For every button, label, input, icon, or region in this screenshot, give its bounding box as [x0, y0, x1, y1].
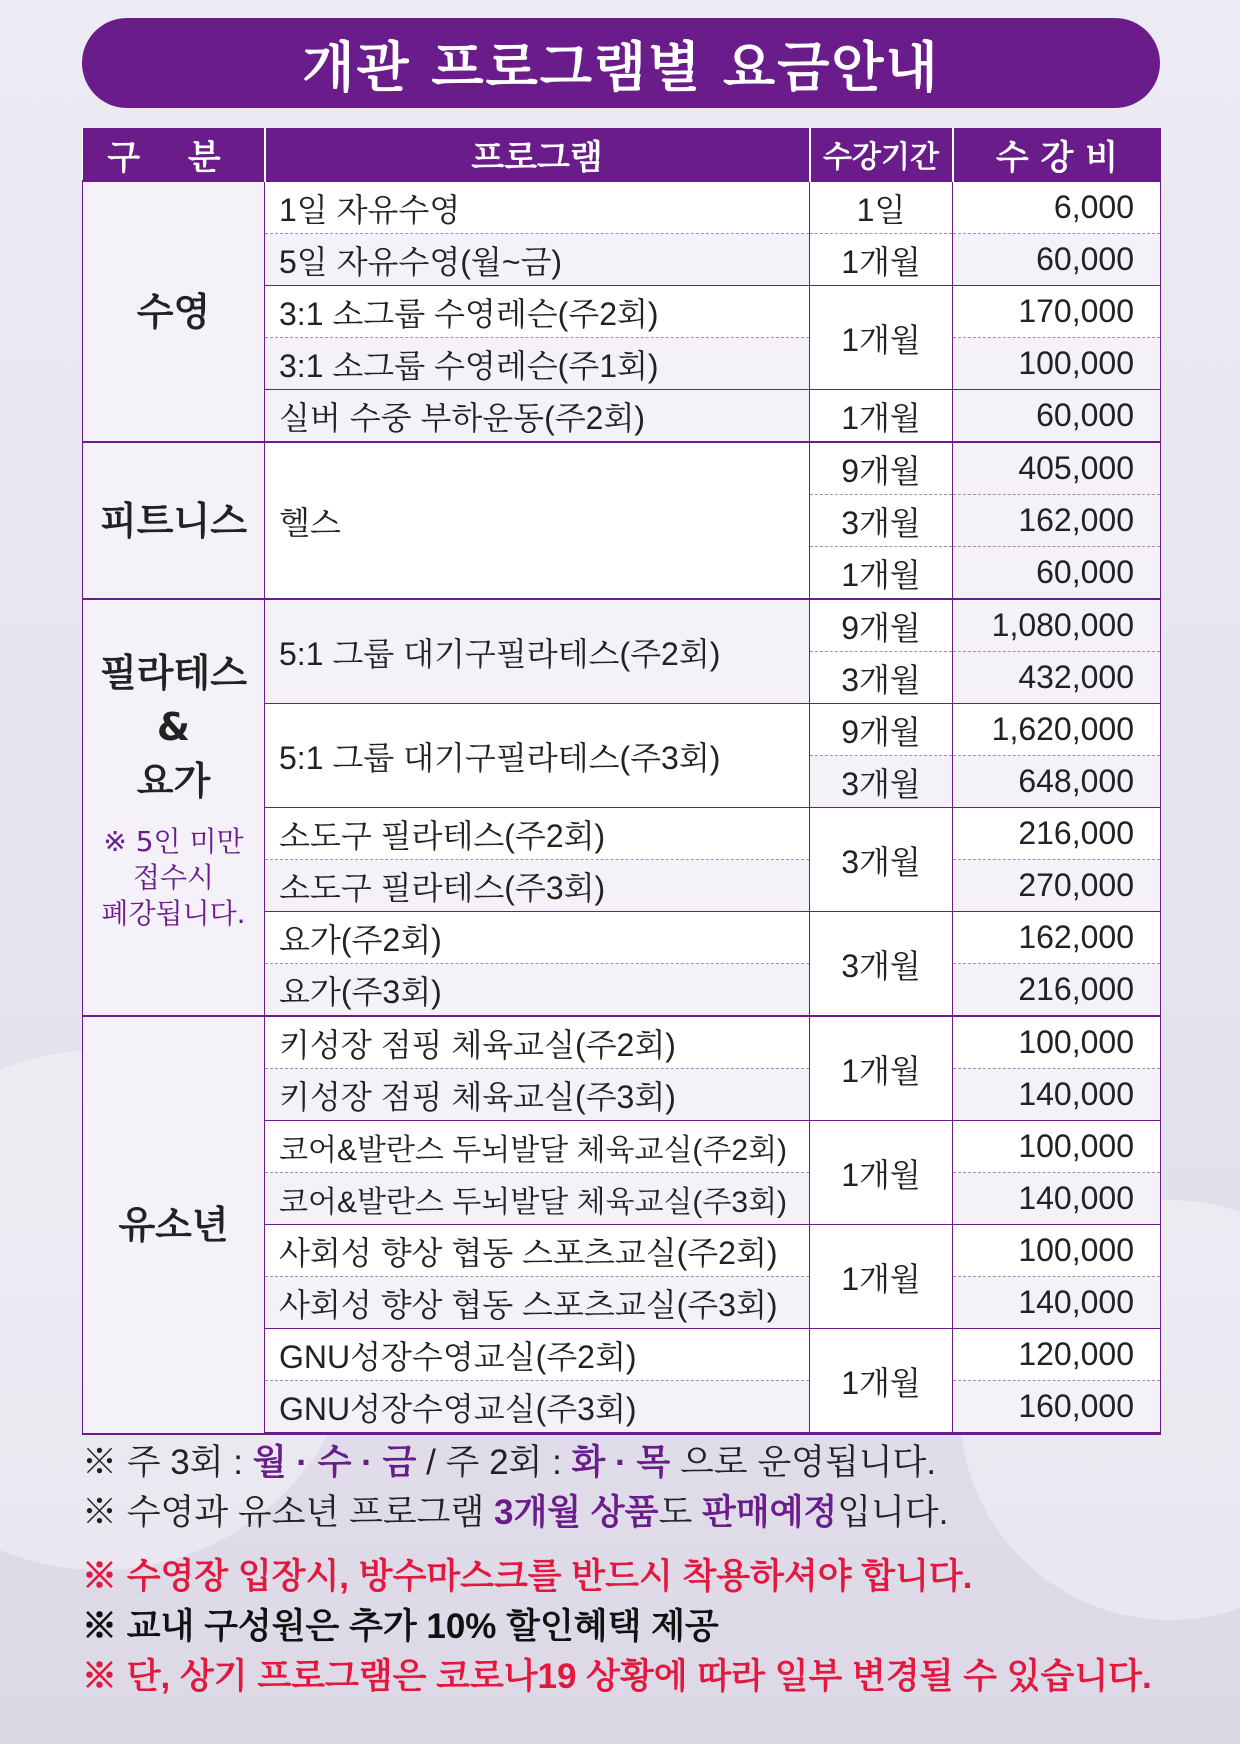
fee-amount: 60,000: [953, 234, 1161, 286]
period: 1개월: [810, 390, 953, 443]
category-youth: 유소년: [83, 1016, 265, 1434]
fee-amount: 100,000: [953, 1121, 1161, 1173]
table-row: [83, 181, 1161, 234]
program-name: 5일 자유수영(월~금): [265, 234, 810, 286]
period: 3개월: [810, 912, 953, 1017]
program-name: 5:1 그룹 대기구필라테스(주2회): [265, 599, 810, 704]
period: 9개월: [810, 442, 953, 495]
fee-amount: 432,000: [953, 652, 1161, 704]
period: 1개월: [810, 286, 953, 390]
program-name: GNU성장수영교실(주3회): [265, 1381, 810, 1434]
fee-amount: 140,000: [953, 1277, 1161, 1329]
fee-amount: 100,000: [953, 338, 1161, 390]
header-program: 프로그램: [265, 128, 810, 181]
period: 1일: [810, 181, 953, 234]
note-3month: ※ 수영과 유소년 프로그램 3개월 상품도 판매예정입니다.: [82, 1493, 949, 1532]
page-title: 개관 프로그램별 요금안내: [302, 35, 940, 99]
fee-amount: 162,000: [953, 495, 1161, 547]
fee-amount: 160,000: [953, 1381, 1161, 1434]
program-name: 소도구 필라테스(주3회): [265, 860, 810, 912]
fee-amount: 6,000: [953, 181, 1161, 234]
fee-amount: 405,000: [953, 442, 1161, 495]
category-pilates-yoga: 필라테스 & 요가 ※ 5인 미만 접수시 폐강됩니다.: [83, 599, 265, 1016]
category-swim: 수영: [83, 181, 265, 442]
period: 1개월: [810, 1121, 953, 1225]
period: 9개월: [810, 599, 953, 652]
header-period: 수강기간: [810, 128, 953, 181]
table-header-row: [83, 128, 1161, 181]
period: 3개월: [810, 808, 953, 912]
table-row: [83, 599, 1161, 652]
fee-table: [82, 128, 1161, 1435]
program-name: 코어&발란스 두뇌발달 체육교실(주2회): [265, 1121, 810, 1173]
note-schedule: ※ 주 3회 : 월 · 수 · 금 / 주 2회 : 화 · 목 으로 운영됩니다.: [82, 1443, 937, 1482]
fee-amount: 60,000: [953, 390, 1161, 443]
fee-amount: 60,000: [953, 547, 1161, 600]
program-name: 3:1 소그룹 수영레슨(주1회): [265, 338, 810, 390]
fee-amount: 162,000: [953, 912, 1161, 964]
note-mask: ※ 수영장 입장시, 방수마스크를 반드시 착용하셔야 합니다.: [82, 1557, 973, 1596]
header-category: 구 분: [83, 128, 265, 181]
note-covid: ※ 단, 상기 프로그램은 코로나19 상황에 따라 일부 변경될 수 있습니다.: [82, 1657, 1152, 1696]
period: 1개월: [810, 1329, 953, 1434]
program-name: 3:1 소그룹 수영레슨(주2회): [265, 286, 810, 338]
table-row: [83, 442, 1161, 495]
program-name: 5:1 그룹 대기구필라테스(주3회): [265, 704, 810, 808]
fee-amount: 100,000: [953, 1225, 1161, 1277]
period: 1개월: [810, 547, 953, 600]
fee-amount: 1,080,000: [953, 599, 1161, 652]
program-name: 1일 자유수영: [265, 181, 810, 234]
fee-amount: 648,000: [953, 756, 1161, 808]
fee-amount: 170,000: [953, 286, 1161, 338]
fee-amount: 216,000: [953, 808, 1161, 860]
fee-amount: 140,000: [953, 1173, 1161, 1225]
table-row: [83, 1016, 1161, 1069]
fee-amount: 270,000: [953, 860, 1161, 912]
period: 3개월: [810, 756, 953, 808]
program-name: 요가(주2회): [265, 912, 810, 964]
program-name: 사회성 향상 협동 스포츠교실(주2회): [265, 1225, 810, 1277]
fee-amount: 216,000: [953, 964, 1161, 1017]
period: 3개월: [810, 495, 953, 547]
title-banner: [82, 18, 1160, 108]
pilates-note: ※ 5인 미만 접수시 폐강됩니다.: [101, 825, 246, 930]
notes-section: [82, 1438, 1182, 1702]
program-name: 코어&발란스 두뇌발달 체육교실(주3회): [265, 1173, 810, 1225]
program-name: 키성장 점핑 체육교실(주2회): [265, 1016, 810, 1069]
period: 3개월: [810, 652, 953, 704]
fee-amount: 1,620,000: [953, 704, 1161, 756]
period: 1개월: [810, 1225, 953, 1329]
note-discount: ※ 교내 구성원은 추가 10% 할인혜택 제공: [82, 1607, 719, 1646]
category-fitness: 피트니스: [83, 442, 265, 599]
fee-amount: 120,000: [953, 1329, 1161, 1381]
program-name: 헬스: [265, 442, 810, 599]
period: 1개월: [810, 1016, 953, 1121]
program-name: 사회성 향상 협동 스포츠교실(주3회): [265, 1277, 810, 1329]
program-name: 소도구 필라테스(주2회): [265, 808, 810, 860]
fee-amount: 100,000: [953, 1016, 1161, 1069]
program-name: 키성장 점핑 체육교실(주3회): [265, 1069, 810, 1121]
period: 1개월: [810, 234, 953, 286]
period: 9개월: [810, 704, 953, 756]
program-name: 실버 수중 부하운동(주2회): [265, 390, 810, 443]
program-name: GNU성장수영교실(주2회): [265, 1329, 810, 1381]
header-fee: 수 강 비: [953, 128, 1161, 181]
program-name: 요가(주3회): [265, 964, 810, 1017]
fee-amount: 140,000: [953, 1069, 1161, 1121]
